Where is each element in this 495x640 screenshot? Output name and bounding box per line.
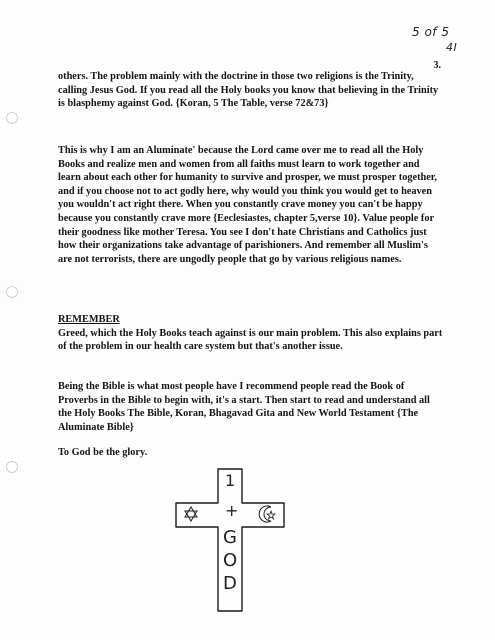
paragraph-text: others. The problem mainly with the doctrine in those two religions is the Trinity, calling Jesus God. If you read all the Holy books you know that believing in the Trinity is blasphemy against God. {Koran, 5 The Table, verse 72&73} bbox=[58, 71, 439, 110]
remember-section bbox=[58, 313, 443, 354]
paragraph-text: Being the Bible is what most people have I recommend people read the Book of Proverbs in the Bible to begin with, it's a start. Then start to read and understand all the Holy Books The Bible, Koran, Bhagavad Gita and New World Testament {The Aluminate Bible} bbox=[58, 381, 430, 433]
cross-letter: 1 bbox=[225, 471, 236, 490]
initials-note: 4I bbox=[446, 41, 458, 54]
crescent-star-icon bbox=[258, 504, 278, 524]
paragraph bbox=[58, 144, 443, 266]
closing-text: To God be the glory. bbox=[58, 447, 148, 458]
cross-letter: G bbox=[223, 527, 238, 548]
remember-heading: REMEMBER bbox=[58, 314, 120, 325]
paragraph-text: This is why I am an Aluminate' because the Lord came over me to read all the Holy Books and realize men and women from all faiths must learn to work together and learn about each other for humanity to survive and prosper, we must prosper together, and if you choose not to act godly here, why would you think you would get to heaven you wouldn't act right there. When you constantly crave money you can't be happy because you constantly crave more {Eeclesiastes, chapter 5,verse 10}. Value people for their goodness like mother Teresa. You see I don't hate Christians and Catholics just how their organizations take advantage of parishioners. And remember all Muslim's are not terrorists, there are ungodly people that go by various religious names. bbox=[58, 145, 437, 265]
remember-text: Greed, which the Holy Books teach against is our main problem. This also explains part of the problem in our health care system but that's another issue. bbox=[58, 327, 443, 353]
punch-hole bbox=[6, 461, 18, 473]
cross-letter: O bbox=[223, 550, 238, 571]
punch-hole bbox=[6, 286, 18, 298]
page-count-note: 5 of 5 bbox=[412, 25, 450, 39]
paragraph bbox=[58, 380, 443, 434]
punch-hole bbox=[6, 112, 18, 124]
paragraph bbox=[58, 70, 443, 111]
cross-drawing bbox=[170, 465, 290, 615]
closing-line bbox=[58, 446, 443, 460]
page-number: 3. bbox=[433, 60, 441, 71]
star-of-david-icon bbox=[182, 505, 200, 523]
cross-letter: + bbox=[225, 501, 239, 520]
cross-letter: D bbox=[223, 573, 238, 594]
